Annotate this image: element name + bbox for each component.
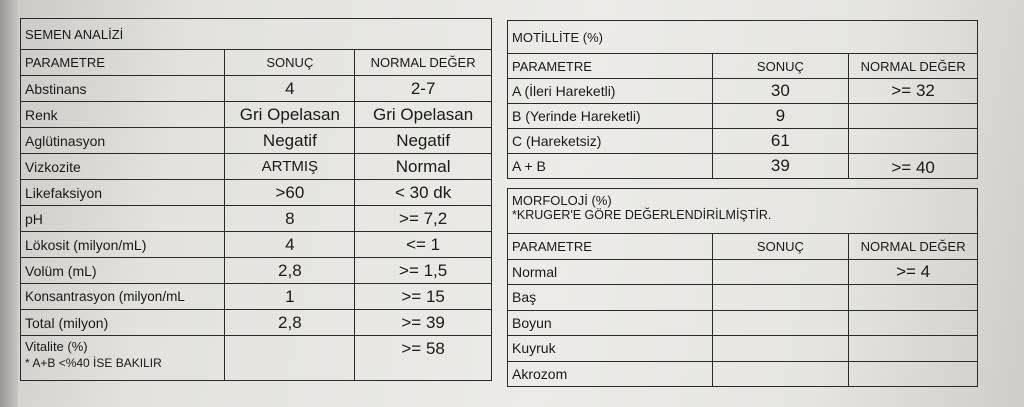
morphology-table — [507, 188, 978, 387]
header-parametre: PARAMETRE — [21, 50, 225, 76]
row-normal — [849, 285, 978, 311]
table-row — [21, 206, 492, 232]
row-result: 61 — [712, 129, 849, 154]
row-result — [712, 310, 849, 336]
row-param: Volüm (mL) — [21, 258, 225, 284]
header-normal-deger: NORMAL DEĞER — [849, 54, 978, 79]
table-row — [21, 180, 492, 206]
semen-analysis-table — [20, 18, 492, 381]
table-row — [508, 361, 978, 387]
row-normal: Negatif — [355, 128, 492, 154]
row-normal: Normal — [355, 154, 492, 180]
row-normal — [849, 129, 978, 154]
row-result: 2,8 — [225, 310, 355, 336]
row-result: 8 — [225, 206, 355, 232]
row-normal — [849, 104, 978, 129]
row-param: Kuyruk — [508, 336, 713, 362]
row-normal: >= 32 — [849, 79, 978, 104]
table-row — [508, 104, 978, 129]
row-result: ARTMIŞ — [225, 154, 355, 180]
header-parametre: PARAMETRE — [508, 54, 713, 79]
morphology-table-subtitle: *KRUGER'E GÖRE DEĞERLENDİRİLMİŞTİR. — [512, 208, 772, 222]
row-param: B (Yerinde Hareketli) — [508, 104, 713, 129]
table-row — [21, 310, 492, 336]
vitalite-label: Vitalite (%) — [25, 339, 88, 354]
row-result: 2,8 — [225, 258, 355, 284]
row-normal: >= 39 — [355, 310, 492, 336]
table-row — [508, 336, 978, 362]
row-param: Akrozom — [508, 361, 713, 387]
semen-table-title: SEMEN ANALİZİ — [21, 19, 492, 50]
table-row — [508, 285, 978, 311]
row-normal — [849, 336, 978, 362]
row-result: 30 — [712, 79, 849, 104]
row-param: Lökosit (milyon/mL) — [21, 232, 225, 258]
row-normal: 2-7 — [355, 76, 492, 102]
row-normal: Gri Opelasan — [355, 102, 492, 128]
row-result — [712, 361, 849, 387]
row-param: Abstinans — [21, 76, 225, 102]
table-row — [21, 154, 492, 180]
row-result: 1 — [225, 284, 355, 310]
row-param: Baş — [508, 285, 713, 311]
row-result — [225, 336, 355, 381]
row-result: 9 — [712, 104, 849, 129]
header-sonuc: SONUÇ — [225, 50, 355, 76]
table-row — [21, 284, 492, 310]
row-result — [712, 336, 849, 362]
row-normal: >= 40 — [849, 154, 978, 179]
row-result: 4 — [225, 232, 355, 258]
header-parametre: PARAMETRE — [508, 234, 713, 260]
header-normal-deger: NORMAL DEĞER — [355, 50, 492, 76]
row-param: pH — [21, 206, 225, 232]
row-param: Likefaksiyon — [21, 180, 225, 206]
table-row — [508, 310, 978, 336]
row-param: A + B — [508, 154, 713, 179]
morphology-table-title: MORFOLOJİ (%) — [512, 193, 612, 208]
table-row — [21, 232, 492, 258]
row-normal: < 30 dk — [355, 180, 492, 206]
row-result — [712, 259, 849, 285]
table-row-vitalite — [21, 336, 492, 381]
row-result: 39 — [712, 154, 849, 179]
row-normal: >= 4 — [849, 259, 978, 285]
table-row — [21, 258, 492, 284]
header-normal-deger: NORMAL DEĞER — [849, 234, 978, 260]
vitalite-note: * A+B <%40 İSE BAKILIR — [25, 356, 162, 370]
row-param: Aglütinasyon — [21, 128, 225, 154]
row-result: >60 — [225, 180, 355, 206]
row-result: Negatif — [225, 128, 355, 154]
table-row — [21, 102, 492, 128]
table-row — [508, 129, 978, 154]
row-normal: >= 1,5 — [355, 258, 492, 284]
row-normal: >= 15 — [355, 284, 492, 310]
motility-table — [507, 20, 978, 179]
table-row — [508, 79, 978, 104]
table-row — [21, 76, 492, 102]
row-normal: >= 58 — [355, 336, 492, 381]
row-result: Gri Opelasan — [225, 102, 355, 128]
row-normal — [849, 310, 978, 336]
row-param: C (Hareketsiz) — [508, 129, 713, 154]
table-row — [21, 128, 492, 154]
row-param: Boyun — [508, 310, 713, 336]
row-param: Renk — [21, 102, 225, 128]
table-row — [508, 259, 978, 285]
row-param: Vizkozite — [21, 154, 225, 180]
row-normal — [849, 361, 978, 387]
header-sonuc: SONUÇ — [712, 54, 849, 79]
row-normal: >= 7,2 — [355, 206, 492, 232]
table-row — [508, 154, 978, 179]
row-param: A (İleri Hareketli) — [508, 79, 713, 104]
motility-table-title: MOTİLLİTE (%) — [508, 21, 978, 54]
header-sonuc: SONUÇ — [712, 234, 849, 260]
row-param: Normal — [508, 259, 713, 285]
row-param: Konsantrasyon (milyon/mL — [21, 284, 225, 310]
row-normal: <= 1 — [355, 232, 492, 258]
row-param: Total (milyon) — [21, 310, 225, 336]
row-result: 4 — [225, 76, 355, 102]
row-result — [712, 285, 849, 311]
